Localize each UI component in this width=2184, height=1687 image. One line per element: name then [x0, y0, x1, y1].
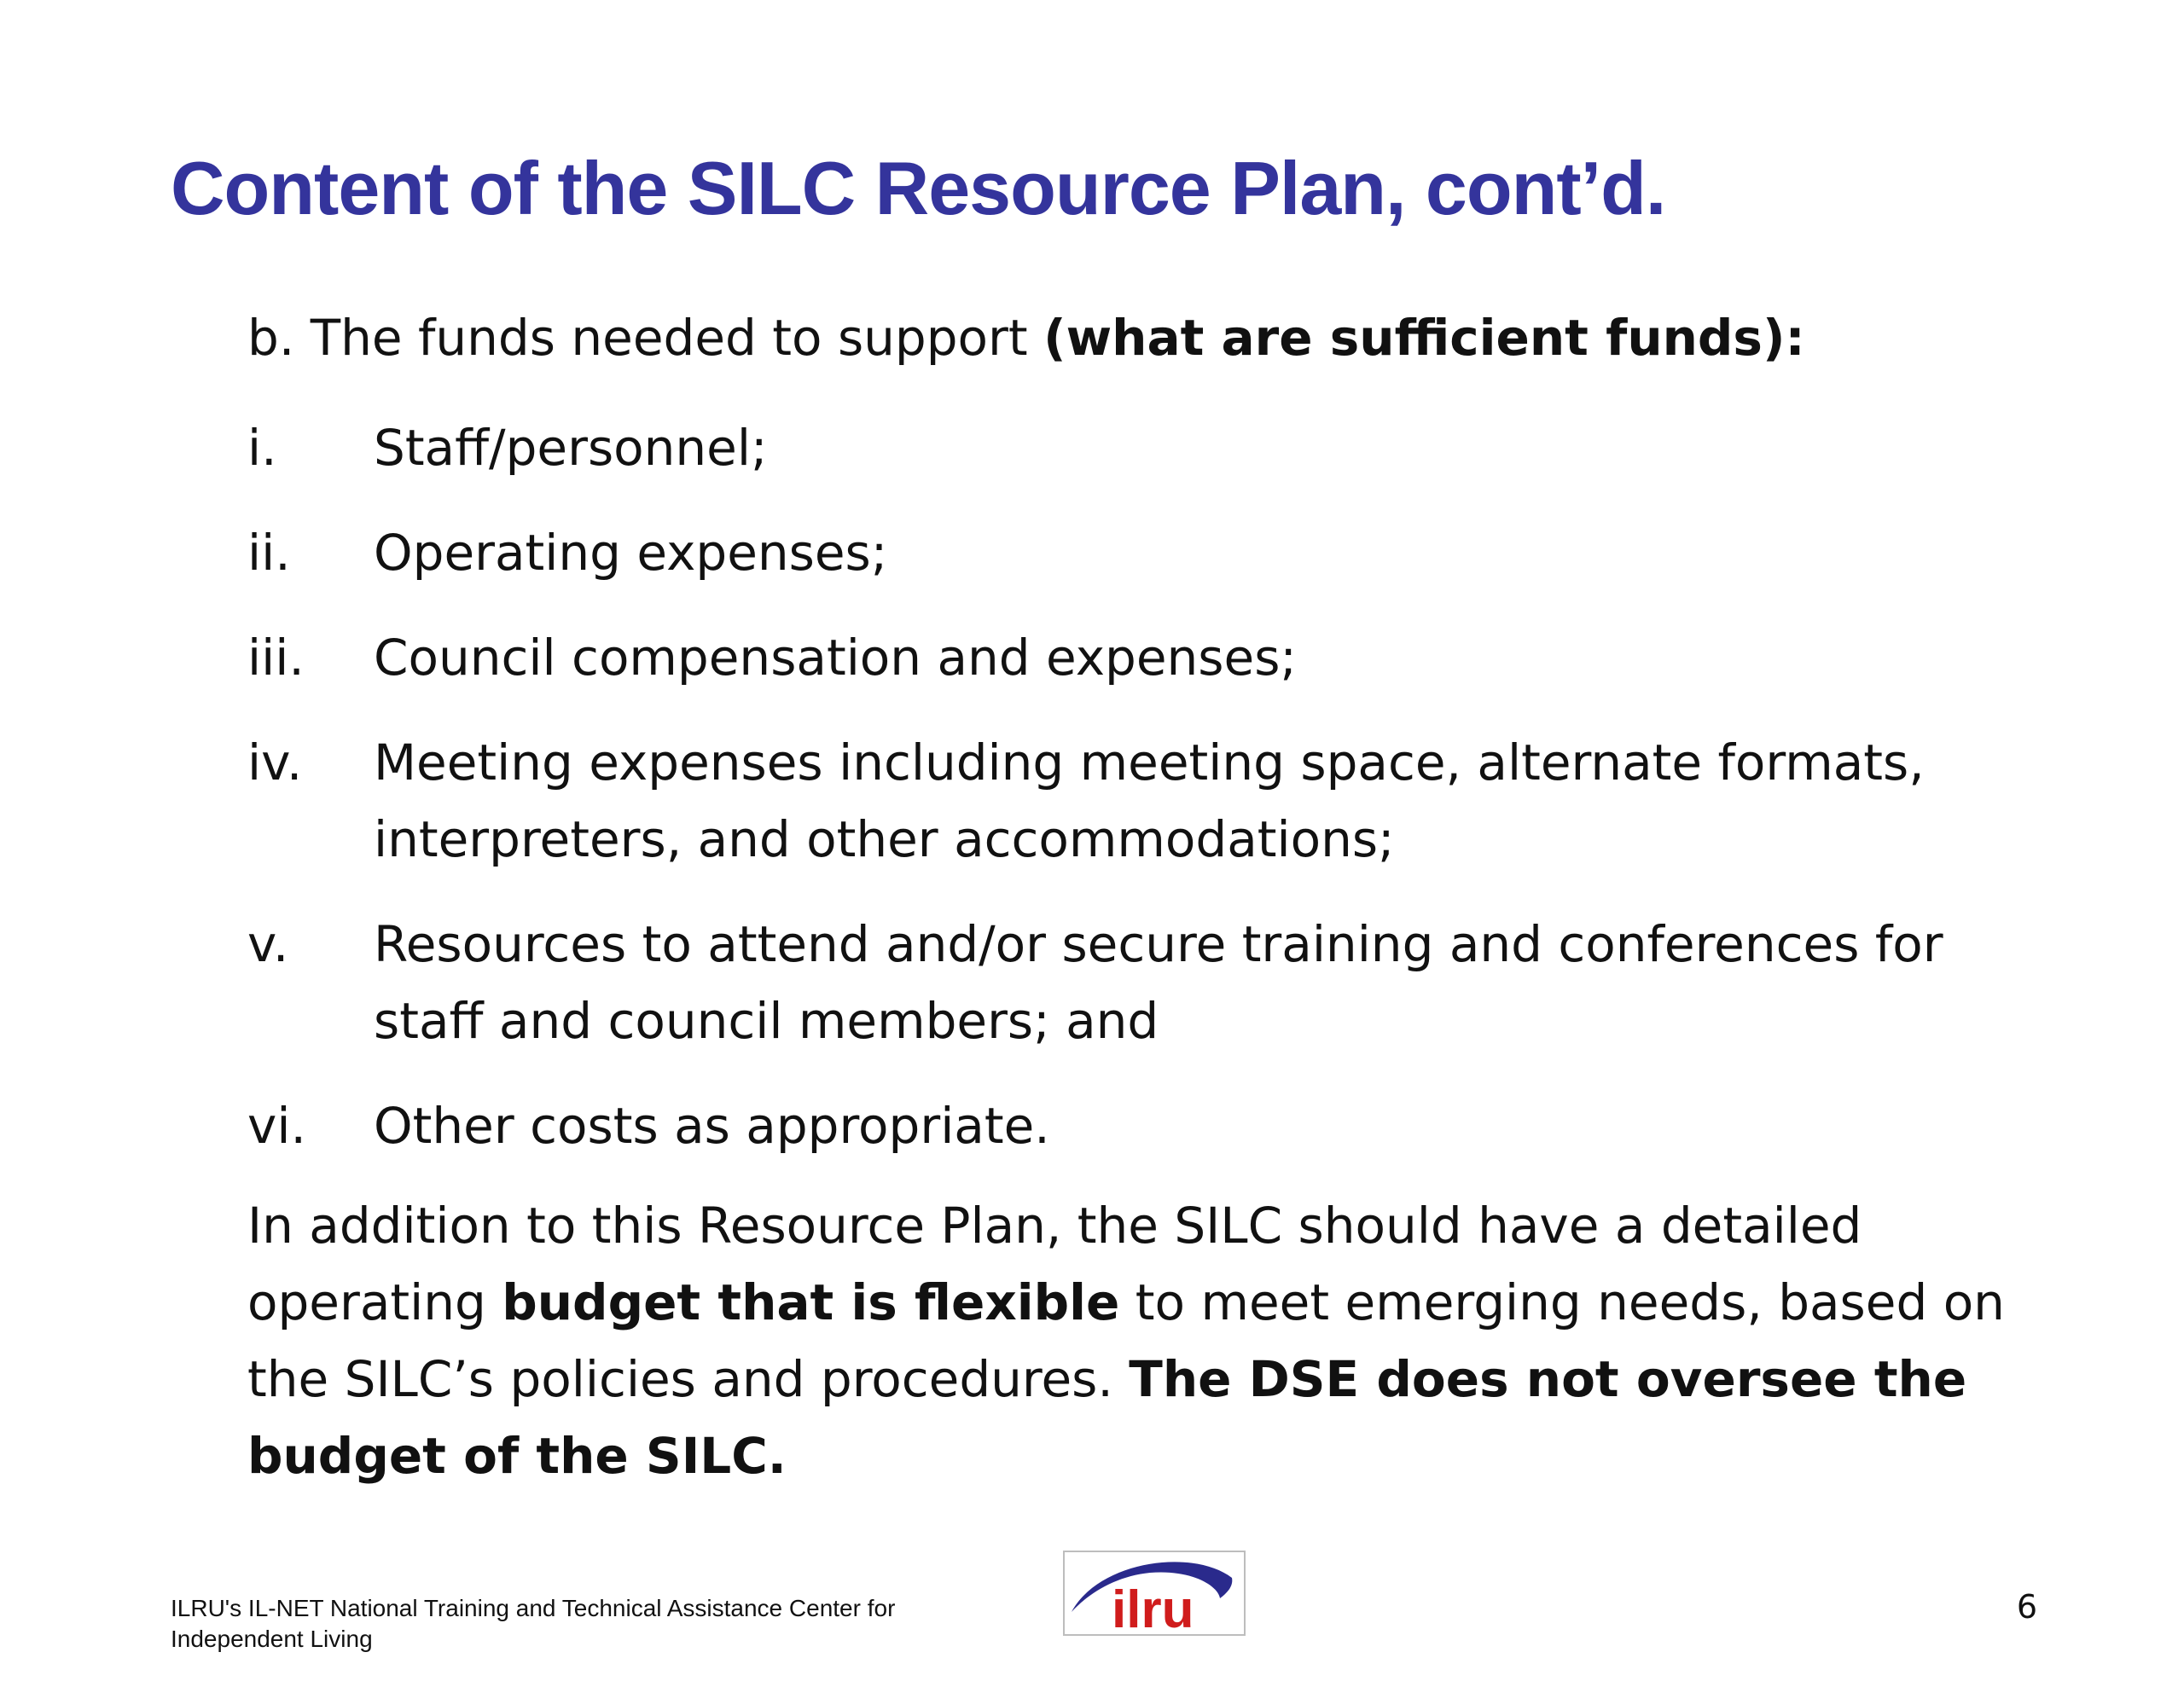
closing-paragraph: [247, 1187, 2056, 1494]
list-item-text: Staff/personnel;: [374, 419, 768, 477]
list-numeral: vi.: [247, 1097, 306, 1155]
list-numeral: i.: [247, 419, 277, 477]
list-item-text: Council compensation and expenses;: [374, 629, 1297, 687]
ilru-logo-graphic: [1065, 1552, 1244, 1634]
list-numeral: iv.: [247, 733, 303, 791]
closing-bold-1: budget that is flexible: [502, 1273, 1120, 1331]
list-item-text: Operating expenses;: [374, 524, 888, 582]
footer-org-text: ILRU's IL-NET National Training and Technical Assistance Center for Independent Living: [171, 1595, 896, 1652]
list-numeral: v.: [247, 915, 289, 973]
list-item: [247, 724, 2056, 878]
intro-text: b. The funds needed to support: [247, 309, 1044, 367]
list-item: [247, 906, 2056, 1059]
intro-line: [247, 309, 1805, 367]
ilru-logo: [1063, 1551, 1246, 1636]
list-item: [247, 619, 2056, 696]
closing-text-1: In addition to this Resource Plan, the SILC should have a detailed operating: [247, 1197, 1862, 1331]
logo-text: ilru: [1112, 1580, 1194, 1634]
funds-list: [247, 409, 2056, 1192]
intro-bold: (what are sufficient funds):: [1043, 309, 1805, 367]
slide-title: Content of the SILC Resource Plan, cont’d.: [171, 146, 1666, 230]
page-number: 6: [2016, 1588, 2037, 1626]
list-numeral: iii.: [247, 629, 305, 687]
closing-text-2: to meet emerging needs, based on the SILC’s policies and procedures.: [247, 1273, 2005, 1408]
closing-bold-2: The DSE does not oversee the budget of the SILC.: [247, 1350, 1967, 1485]
list-item: [247, 409, 2056, 486]
list-item-text: Other costs as appropriate.: [374, 1097, 1050, 1155]
list-numeral: ii.: [247, 524, 291, 582]
list-item-text: Meeting expenses including meeting space, alternate formats, interpreters, and other accommodations;: [374, 733, 1925, 868]
list-item-text: Resources to attend and/or secure training and conferences for staff and council members; and: [374, 915, 1943, 1050]
list-item: [247, 1087, 2056, 1164]
list-item: [247, 514, 2056, 591]
